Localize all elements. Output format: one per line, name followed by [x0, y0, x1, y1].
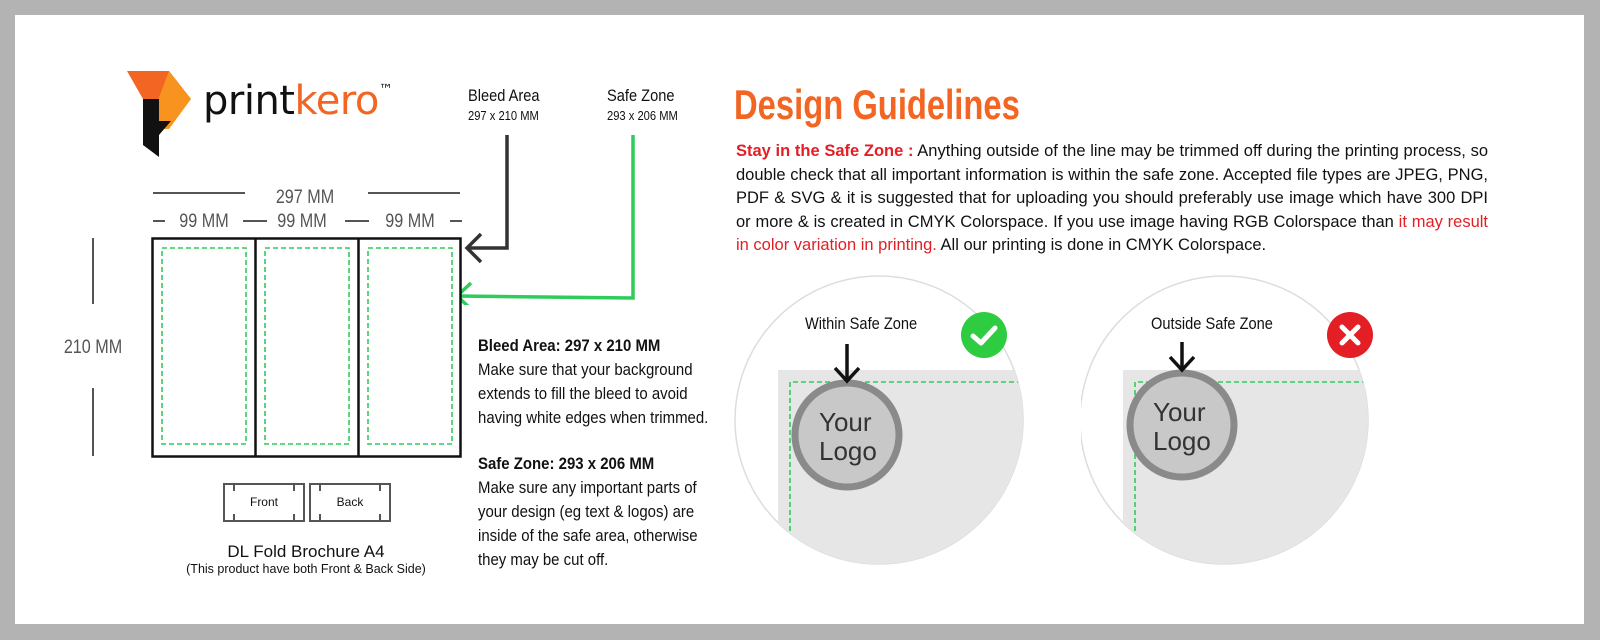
within-safe-zone-label: Within Safe Zone: [805, 314, 918, 333]
bleed-area-size: 297 x 210 MM: [468, 108, 539, 123]
panel-dim-tick: [153, 220, 165, 222]
logo-text-line: Logo: [819, 436, 877, 466]
panel-width-3: 99 MM: [385, 211, 435, 232]
pointer-arrows: [445, 130, 655, 305]
logo-text-line: Your: [819, 407, 872, 437]
guidelines-heading: Design Guidelines: [734, 81, 1020, 128]
printkero-logo-icon: [123, 69, 195, 161]
safe-info-line: they may be cut off.: [478, 550, 609, 569]
product-note: (This product have both Front & Back Side): [186, 562, 426, 576]
panel-dim-tick: [345, 220, 369, 222]
product-title: DL Fold Brochure A4: [227, 542, 385, 561]
guidelines-warning: it may result in color variation in printing.: [736, 212, 1489, 254]
bleed-info-heading: Bleed Area: 297 x 210 MM: [478, 336, 661, 355]
back-side-tab: [309, 483, 391, 522]
safe-info-line: Make sure any important parts of: [478, 478, 697, 497]
total-width-label: 297 MM: [275, 187, 335, 208]
check-icon: [960, 311, 1008, 359]
your-logo-text-bad: [1153, 398, 1211, 456]
panel-width-1: 99 MM: [179, 211, 229, 232]
height-line-bottom: [92, 388, 94, 456]
height-line-top: [92, 238, 94, 304]
safe-info-line: your design (eg text & logos) are: [478, 502, 695, 521]
height-label: 210 MM: [63, 337, 123, 358]
guidelines-paragraph: [736, 140, 1488, 258]
brochure-diagram: [151, 237, 463, 459]
guidelines-body: Anything outside of the line may be trimmed off during the printing process, so double check that all important information is within the safe zone. Accepted file types are JPEG, PNG, PDF & SVG & it is suggested that for uploading you should preferably use image which have 300 DPI or more & is created in CMYK Colorspace. If you use image having RGB Colorspace than: [736, 142, 1489, 231]
safe-info-line: inside of the safe area, otherwise: [478, 526, 698, 545]
bleed-area-label: Bleed Area: [468, 86, 540, 105]
brand-name-kero: kero: [294, 78, 379, 124]
trademark-symbol: ™: [378, 82, 393, 98]
logo-text-line: Your: [1153, 397, 1206, 427]
bleed-info-body: [478, 358, 740, 430]
front-side-label: Front: [249, 495, 278, 509]
total-width-line-right: [368, 192, 460, 194]
total-width-line-left: [153, 192, 245, 194]
brand-wordmark: [203, 78, 392, 124]
panel-dim-tick: [450, 220, 462, 222]
safe-zone-label: Safe Zone: [607, 86, 675, 105]
design-guideline-card: [15, 15, 1584, 624]
back-side-label: Back: [336, 495, 364, 509]
bleed-info-line: having white edges when trimmed.: [478, 408, 709, 427]
guidelines-lead: Stay in the Safe Zone :: [736, 142, 914, 160]
brand-name-print: print: [203, 78, 295, 124]
bleed-info-line: extends to fill the bleed to avoid: [478, 384, 688, 403]
outside-safe-zone-label: Outside Safe Zone: [1151, 314, 1273, 333]
your-logo-text-good: [819, 408, 877, 466]
safe-zone-size: 293 x 206 MM: [607, 108, 678, 123]
safe-info-body: [478, 476, 727, 572]
front-side-tab: [223, 483, 305, 522]
panel-dim-tick: [243, 220, 267, 222]
safe-info-heading: Safe Zone: 293 x 206 MM: [478, 454, 655, 473]
bleed-info-line: Make sure that your background: [478, 360, 693, 379]
panel-width-2: 99 MM: [277, 211, 327, 232]
x-icon: [1326, 311, 1374, 359]
logo-text-line: Logo: [1153, 426, 1211, 456]
guidelines-tail: All our printing is done in CMYK Colorspace.: [936, 236, 1267, 254]
